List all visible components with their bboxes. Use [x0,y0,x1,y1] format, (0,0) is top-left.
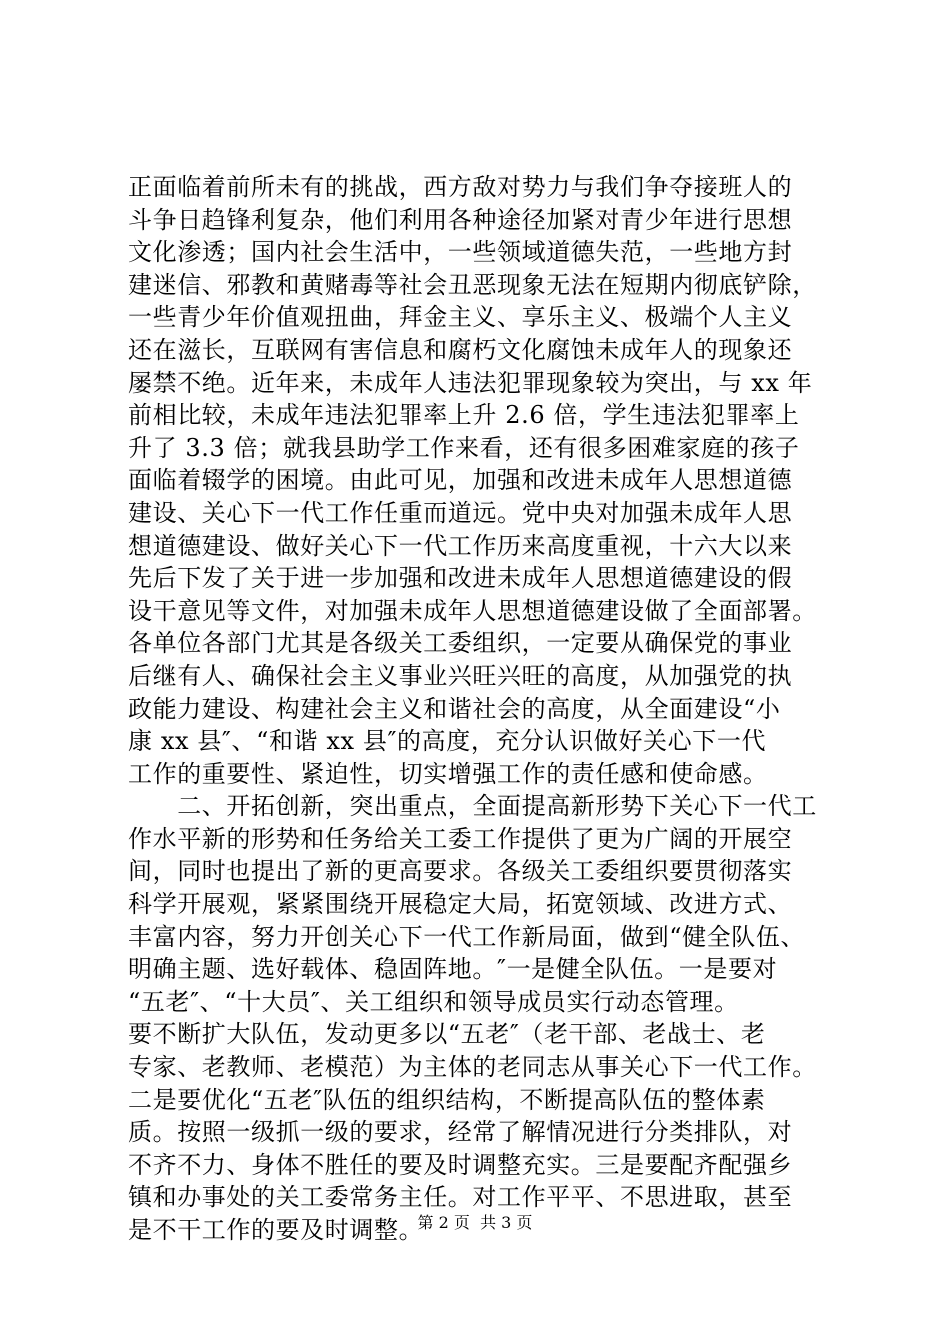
text-line: 镇和办事处的关工委常务主任。对工作平平、不思进取，甚至 [128,1183,793,1212]
text-line: 升了 3.3 倍；就我县助学工作来看，还有很多困难家庭的孩子 [128,433,800,462]
text-line: 面临着辍学的困境。由此可见，加强和改进未成年人思想道德 [128,466,793,495]
text-line: 康 xx 县″、“和谐 xx 县″的高度，充分认识做好关心下一代 [128,727,767,756]
body-text [128,171,828,1247]
text-line: 文化渗透；国内社会生活中，一些领域道德失范，一些地方封 [128,238,793,267]
text-line: 科学开展观，紧紧围绕开展稳定大局，拓宽领域、改进方式、 [128,890,793,919]
text-line: “五老″、“十大员″、关工组织和领导成员实行动态管理。 [128,987,739,1016]
text-line: 要不断扩大队伍，发动更多以“五老″（老干部、老战士、老 [128,1020,766,1049]
text-line: 正面临着前所未有的挑战，西方敌对势力与我们争夺接班人的 [128,173,793,201]
page-footer: 第 2 页 共 3 页 [417,1213,533,1232]
text-line: 斗争日趋锋利复杂，他们利用各种途径加紧对青少年进行思想 [128,205,793,234]
text-line: 是不干工作的要及时调整。 [128,1216,424,1244]
text-line: 设干意见等文件，对加强未成年人思想道德建设做了全面部署。 [128,596,817,625]
text-line: 屡禁不绝。近年来，未成年人违法犯罪现象较为突出，与 xx 年 [128,368,813,397]
text-line: 后继有人、确保社会主义事业兴旺兴旺的高度，从加强党的执 [128,661,793,690]
text-line: 不齐不力、身体不胜任的要及时调整充实。三是要配齐配强乡 [128,1150,793,1179]
text-line: 间，同时也提出了新的更高要求。各级关工委组织要贯彻落实 [128,857,793,886]
text-line: 工作的重要性、紧迫性，切实增强工作的责任感和使命感。 [128,759,768,788]
text-line: 政能力建设、构建社会主义和谐社会的高度，从全面建设“小 [128,694,781,723]
text-line: 作水平新的形势和任务给关工委工作提供了更为广阔的开展空 [128,824,793,853]
text-line: 前相比较，未成年违法犯罪率上升 2.6 倍，学生违法犯罪率上 [128,401,800,430]
text-line: 先后下发了关于进一步加强和改进未成年人思想道德建设的假 [128,564,793,593]
text-line: 二是要优化“五老″队伍的组织结构，不断提高队伍的整体素 [128,1085,766,1114]
text-line: 明确主题、选好载体、稳固阵地。″一是健全队伍。一是要对 [128,955,778,984]
text-line: 一些青少年价值观扭曲，拜金主义、享乐主义、极端个人主义 [128,303,793,332]
text-line: 质。按照一级抓一级的要求，经常了解情况进行分类排队，对 [128,1118,793,1147]
text-line: 还在滋长，互联网有害信息和腐朽文化腐蚀未成年人的现象还 [128,335,793,364]
text-line: 专家、老教师、老模范）为主体的老同志从事关心下一代工作。 [128,1053,817,1082]
text-line: 想道德建设、做好关心下一代工作历来高度重视，十六大以来 [128,531,793,560]
text-line: 建迷信、邪教和黄赌毒等社会丑恶现象无法在短期内彻底铲除， [128,270,817,299]
text-line: 各单位各部门尤其是各级关工委组织，一定要从确保党的事业 [128,629,793,658]
text-line: 丰富内容，努力开创关心下一代工作新局面，做到“健全队伍、 [128,922,806,951]
text-line: 二、开拓创新，突出重点，全面提高新形势下关心下一代工 [128,792,817,821]
text-line: 建设、关心下一代工作任重而道远。党中央对加强未成年人思 [128,498,793,527]
